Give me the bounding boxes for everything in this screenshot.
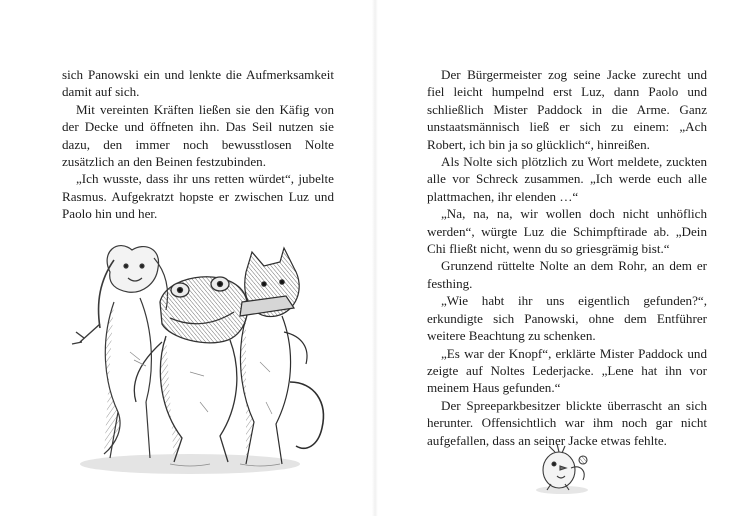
pencil-illustration-animals-dancing bbox=[70, 232, 335, 482]
paragraph: „Wie habt ihr uns eigentlich gefunden?“, erkundigte sich Panowski, ohne dem Entführer weitere Beachtung zu schenken. bbox=[427, 293, 707, 344]
paragraph: Grunzend rüttelte Nolte an dem Rohr, an dem er festhing. bbox=[427, 258, 707, 291]
paragraph: Mit vereinten Kräften ließen sie den Käfig von der Decke und öffneten ihn. Das Seil nutzen sie dazu, den immer noch bewusstlosen Nolte zusätzlich an den Beinen festzubinden. bbox=[62, 101, 334, 170]
right-page-text bbox=[427, 66, 707, 449]
paragraph: Der Spreeparkbesitzer blickte überrascht an sich herunter. Offensichtlich war ihm noch gar nicht aufgefallen, dass an seiner Jacke etwas fehlte. bbox=[427, 397, 707, 448]
bird-vignette-illustration bbox=[527, 438, 597, 496]
paragraph: Als Nolte sich plötzlich zu Wort meldete, zuckten alle vor Schreck zusammen. „Ich werde euch alle plattmachen, ihr elenden …“ bbox=[427, 154, 707, 204]
paragraph: „Ich wusste, dass ihr uns retten würdet“, jubelte Rasmus. Aufgekratzt hopste er zwischen Luz und Paolo hin und her. bbox=[62, 171, 334, 222]
paragraph: sich Panowski ein und lenkte die Aufmerksamkeit damit auf sich. bbox=[62, 67, 334, 100]
right-page bbox=[375, 0, 750, 516]
dog-figure bbox=[72, 246, 168, 458]
cat-figure bbox=[240, 248, 323, 464]
left-page-text bbox=[62, 66, 334, 223]
paragraph: „Es war der Knopf“, erklärte Mister Paddock und zeigte auf Noltes Lederjacke. „Lene hat ihn vor meinem Haus gefunden.“ bbox=[427, 345, 707, 396]
paragraph: Der Bürgermeister zog seine Jacke zurecht und fiel leicht humpelnd erst Luz, dann Paolo und schließlich Mister Paddock in die Arme. Ganz unstaatsmännisch ließ er sich zu einem: „Ach Robert, ich bin ja so glücklich“, hinreißen. bbox=[427, 67, 707, 152]
paragraph: „Na, na, na, wir wollen doch nicht unhöflich werden“, würgte Luz die Schimpftirade ab. „Dein Chi fließt nicht, wenn du so griesgrämig bist.“ bbox=[427, 206, 707, 257]
